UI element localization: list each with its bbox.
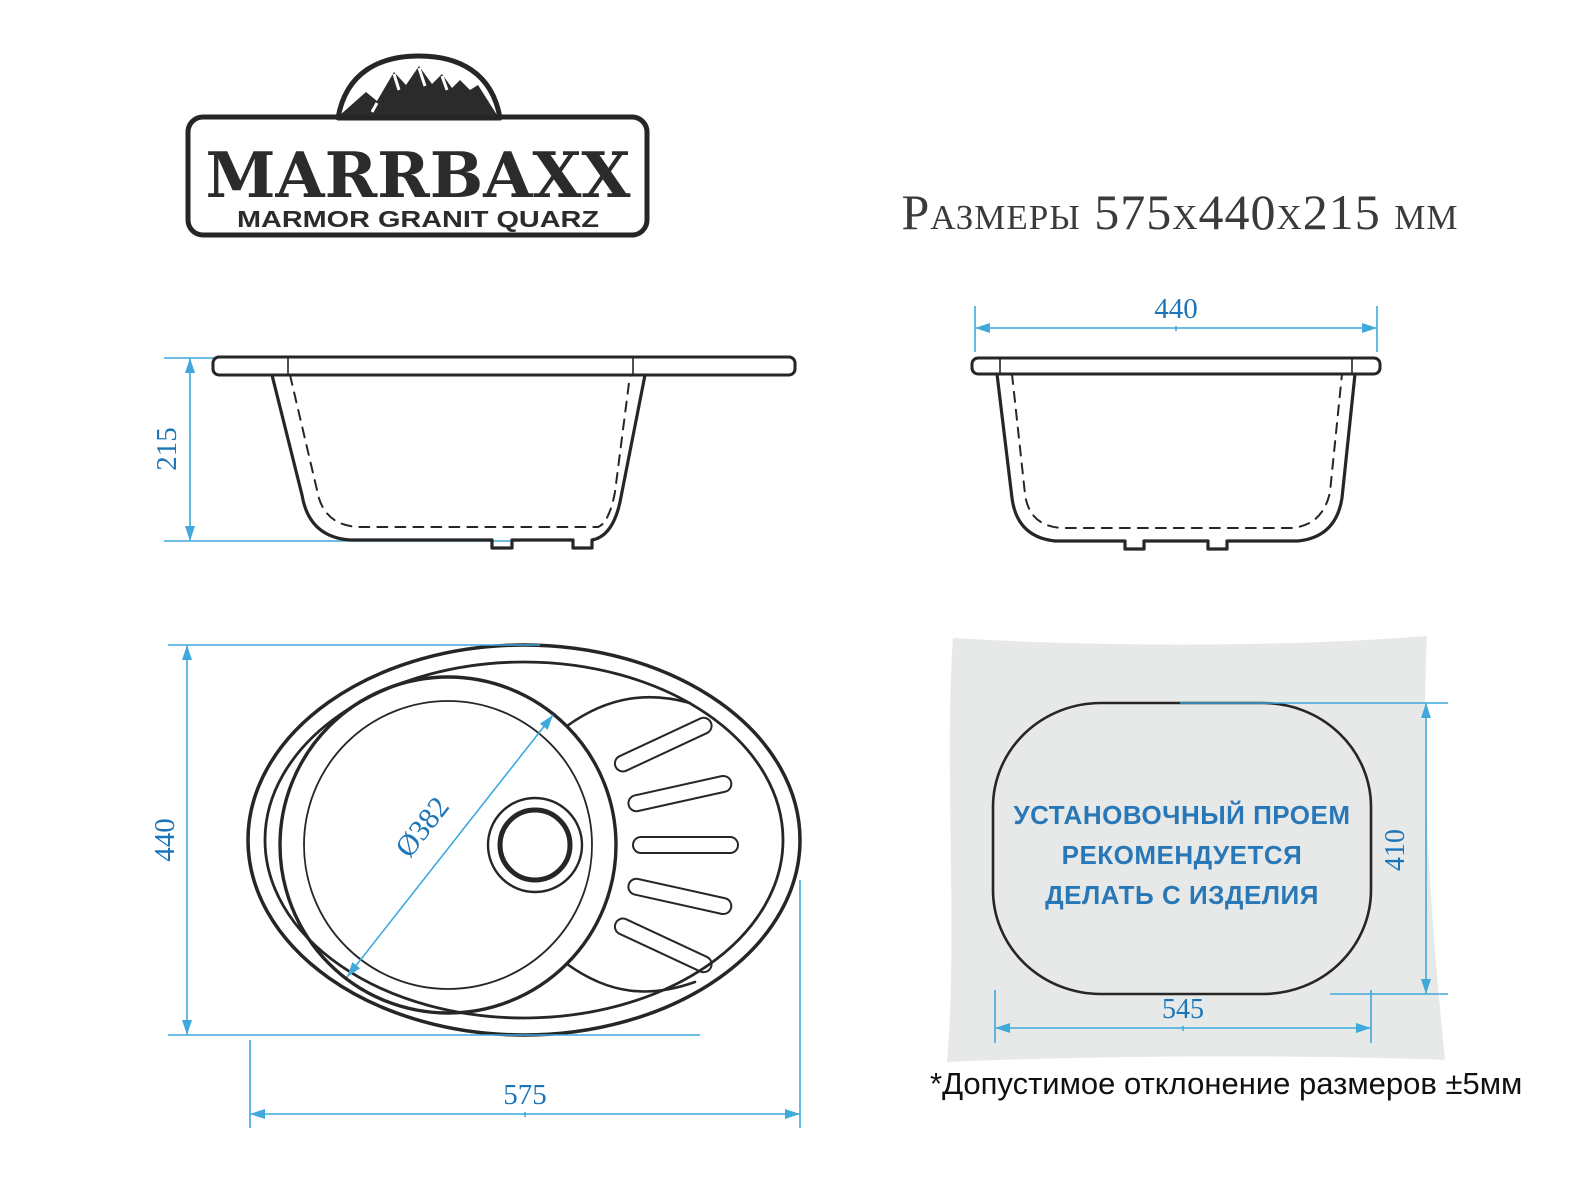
logo-tagline-text: MARMOR GRANIT QUARZ: [237, 206, 599, 232]
brand-logo: [188, 56, 647, 235]
bowl-outer-circle: [280, 677, 616, 1013]
groove: [633, 837, 738, 853]
dim-label-575: 575: [503, 1079, 547, 1111]
dim-label-545: 545: [1162, 994, 1204, 1025]
sink-rim-section: [213, 357, 795, 375]
top-plan-view: [149, 645, 800, 1128]
cutout-note-line2: РЕКОМЕНДУЕТСЯ: [1061, 840, 1303, 870]
bowl-inner-wall-dashed: [1012, 374, 1342, 528]
bowl-inner-wall-dashed: [290, 375, 630, 527]
logo-brand-text: MARRBAXX: [205, 138, 631, 212]
sink-rim-section: [972, 358, 1380, 374]
bowl-outer-wall: [997, 374, 1355, 549]
drain-inner-circle: [500, 810, 570, 880]
bowl-drainboard-join-bottom: [567, 964, 695, 992]
groove: [627, 774, 733, 812]
dim-line-bowl-diameter: [347, 715, 553, 977]
front-section-view: [972, 293, 1380, 549]
cutout-note: [993, 795, 1371, 915]
sheet-title: Размеры 575x440x215 мм: [901, 184, 1459, 240]
bowl-outer-wall: [272, 375, 645, 548]
drainboard-grooves: [612, 715, 738, 975]
dim-label-410: 410: [1380, 829, 1411, 871]
dim-label-440: 440: [149, 818, 181, 862]
groove: [627, 877, 733, 915]
tolerance-footnote: *Допустимое отклонение размеров ±5мм: [930, 1066, 1523, 1101]
sink-outer-edge: [248, 645, 800, 1035]
cutout-note-line1: УСТАНОВОЧНЫЙ ПРОЕМ: [1013, 800, 1351, 830]
dim-label-diameter: Ø382: [388, 790, 457, 864]
cutout-note-line3: ДЕЛАТЬ С ИЗДЕЛИЯ: [1045, 880, 1319, 910]
groove: [612, 715, 714, 774]
dim-label-215: 215: [151, 427, 183, 471]
side-section-view: [151, 357, 795, 548]
bowl-inner-circle: [304, 701, 592, 989]
dim-label-440: 440: [1154, 293, 1198, 325]
groove: [612, 916, 714, 975]
bowl-drainboard-join-top: [567, 697, 690, 726]
